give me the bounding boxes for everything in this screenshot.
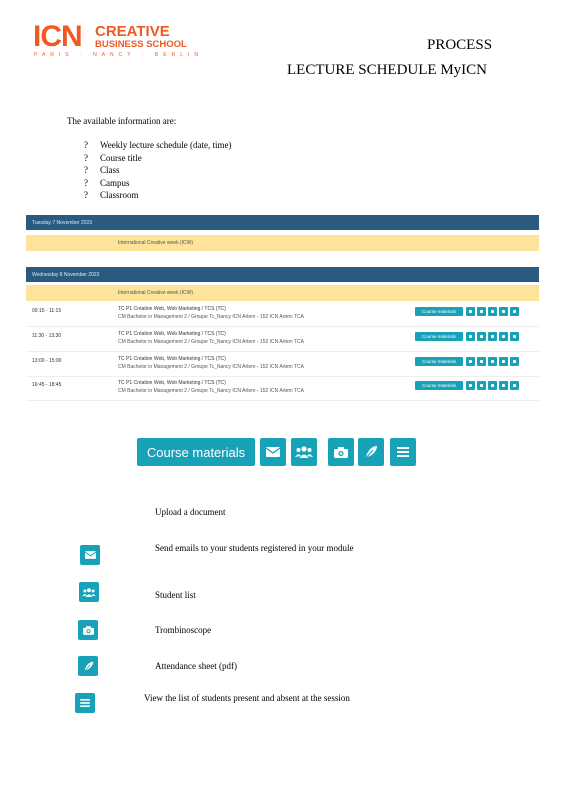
- logo-icn: ICN: [33, 20, 82, 53]
- camera-icon[interactable]: [488, 307, 497, 316]
- feather-icon[interactable]: [499, 381, 508, 390]
- camera-icon[interactable]: [488, 357, 497, 366]
- list-icon: [75, 693, 95, 713]
- lecture-row: 13:00 - 15:00 TC P1 Création Web, Web Marketing / TCS (TC) CM Bachelor in Management 2 / Groupe Tc_Nancy ICN Artem - 152 ICN Artem TCA Course materials: [26, 352, 539, 377]
- lecture-row: 11:30 - 13:30 TC P1 Création Web, Web Marketing / TCS (TC) CM Bachelor in Management 2 / Groupe Tc_Nancy ICN Artem - 152 ICN Artem TCA Course materials: [26, 327, 539, 352]
- legend-send-emails: Send emails to your students registered in your module: [155, 543, 354, 553]
- camera-icon[interactable]: [488, 332, 497, 341]
- camera-icon[interactable]: [328, 438, 354, 466]
- users-icon[interactable]: [477, 307, 486, 316]
- day-notice: International Creative week (ICW): [26, 285, 539, 301]
- list-item: ? Classroom: [84, 190, 139, 200]
- list-item: ? Campus: [84, 177, 130, 188]
- legend-student-list: Student list: [155, 590, 196, 600]
- day-header: Wednesday 8 November 2023: [26, 267, 539, 282]
- envelope-icon: [80, 545, 100, 565]
- users-icon[interactable]: [477, 332, 486, 341]
- logo-creative: CREATIVE: [95, 23, 170, 40]
- feather-icon[interactable]: [499, 357, 508, 366]
- day-header: Tuesday 7 November 2023: [26, 215, 539, 230]
- envelope-icon[interactable]: [260, 438, 286, 466]
- envelope-icon[interactable]: [466, 357, 475, 366]
- logo-business-school: BUSINESS SCHOOL: [95, 39, 187, 50]
- course-materials-button[interactable]: Course materials: [415, 332, 463, 341]
- intro-text: The available information are:: [67, 116, 177, 126]
- day-notice: International Creative week (ICW): [26, 235, 539, 251]
- list-icon[interactable]: [510, 332, 519, 341]
- course-materials-button[interactable]: Course materials: [415, 307, 463, 316]
- users-icon[interactable]: [291, 438, 317, 466]
- list-icon[interactable]: [510, 357, 519, 366]
- users-icon[interactable]: [477, 357, 486, 366]
- lecture-row: 09:15 - 11:15 TC P1 Création Web, Web Marketing / TCS (TC) CM Bachelor in Management 2 / Groupe Tc_Nancy ICN Artem - 152 ICN Artem TCA Course materials: [26, 302, 539, 327]
- list-item: ? Course title: [84, 152, 142, 163]
- list-icon[interactable]: [510, 307, 519, 316]
- feather-icon: [78, 656, 98, 676]
- info-list: [84, 139, 231, 202]
- legend-attendance-sheet: Attendance sheet (pdf): [155, 661, 237, 671]
- legend-attendance-list: View the list of students present and absent at the session: [144, 693, 350, 703]
- feather-icon[interactable]: [499, 332, 508, 341]
- schedule-screenshot: [26, 215, 539, 400]
- legend-trombinoscope: Trombinoscope: [155, 625, 212, 635]
- feather-icon[interactable]: [358, 438, 384, 466]
- course-materials-button[interactable]: Course materials: [415, 381, 463, 390]
- envelope-icon[interactable]: [466, 381, 475, 390]
- document-title: PROCESS: [427, 37, 493, 53]
- users-icon[interactable]: [477, 381, 486, 390]
- list-item: ? Class: [84, 165, 120, 175]
- document-subtitle: LECTURE SCHEDULE MyICN: [287, 62, 487, 78]
- camera-icon: [78, 620, 98, 640]
- envelope-icon[interactable]: [466, 307, 475, 316]
- course-materials-button[interactable]: Course materials: [415, 357, 463, 366]
- list-icon[interactable]: [390, 438, 416, 466]
- list-item: ? Weekly lecture schedule (date, time): [84, 140, 232, 150]
- envelope-icon[interactable]: [466, 332, 475, 341]
- camera-icon[interactable]: [488, 381, 497, 390]
- feather-icon[interactable]: [499, 307, 508, 316]
- logo-cities: PARIS · NANCY · BERLIN: [34, 52, 203, 58]
- course-materials-button[interactable]: Course materials: [137, 438, 255, 466]
- legend-upload-document: Upload a document: [155, 507, 226, 517]
- users-icon: [79, 582, 99, 602]
- lecture-row: 16:45 - 18:45 TC P1 Création Web, Web Marketing / TCS (TC) CM Bachelor in Management 2 / Groupe Tc_Nancy ICN Artem - 152 ICN Artem TCA Course materials: [26, 376, 539, 401]
- list-icon[interactable]: [510, 381, 519, 390]
